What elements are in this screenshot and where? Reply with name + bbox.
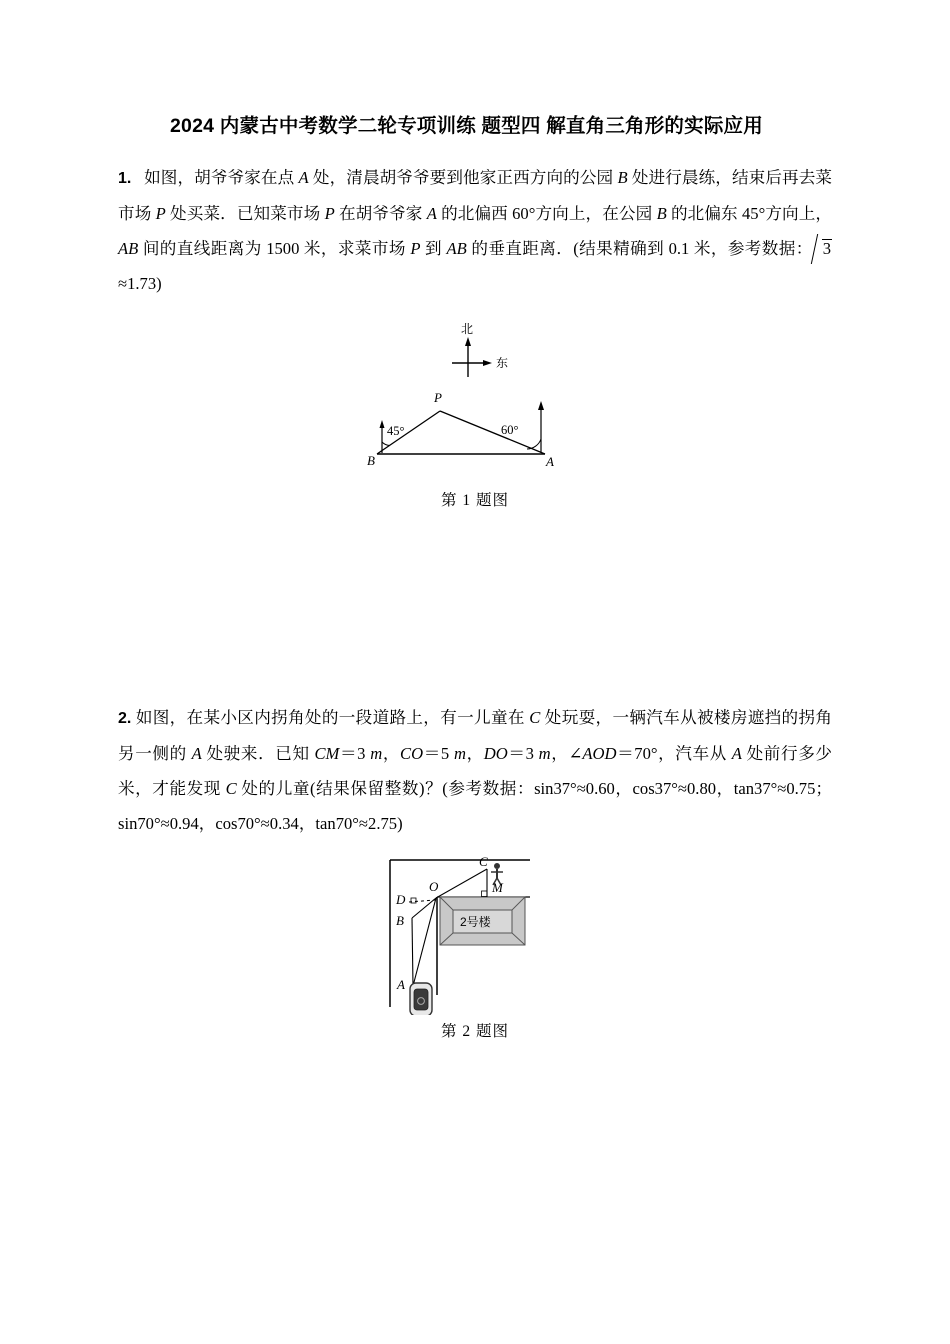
problem-2-text: [118, 708, 832, 833]
problem-1-text: [118, 168, 832, 293]
math-variable: CO: [400, 744, 424, 763]
problem-1: [118, 160, 832, 301]
problem-2: [118, 700, 832, 841]
math-variable: B: [617, 168, 628, 187]
page-title: 2024 内蒙古中考数学二轮专项训练 题型四 解直角三角形的实际应用: [170, 115, 763, 137]
text-run: 处驶来．已知: [201, 744, 315, 763]
point-label-A: A: [546, 454, 554, 469]
text-run: 处玩耍，一辆汽车从被楼房遮挡的拐角另一侧的: [118, 708, 832, 763]
math-variable: A: [731, 744, 742, 763]
point-label-P: P: [434, 390, 442, 405]
text-run: 处，清晨胡爷爷要到他家正西方向的公园: [308, 168, 618, 187]
math-variable: CM: [314, 744, 340, 763]
text-run: ，∠: [550, 744, 583, 763]
text-run: ＝5: [423, 744, 454, 763]
text-run: 如图，胡爷爷家在点: [144, 168, 299, 187]
building-label: 2号楼: [460, 915, 491, 929]
compass-north-label: 北: [461, 322, 474, 336]
text-run: ，: [382, 744, 401, 763]
math-variable: DO: [483, 744, 508, 763]
math-variable: m: [370, 744, 383, 763]
math-variable: m: [453, 744, 466, 763]
text-run: ≈1.73): [118, 274, 162, 293]
north-arrow-head-B: [380, 420, 385, 428]
compass-rose: [452, 322, 508, 377]
math-variable: P: [324, 204, 335, 223]
segment-PA: [440, 411, 545, 454]
angle-label-45: 45°: [387, 424, 405, 438]
figure-1-caption: 第 1 题图: [440, 492, 509, 509]
text-run: 的北偏西 60°方向上，在公园: [436, 204, 657, 223]
text-run: 如图，在某小区内拐角处的一段道路上，有一儿童在: [135, 708, 530, 727]
angle-label-60: 60°: [501, 423, 519, 437]
point-label-A: A: [397, 977, 405, 992]
math-variable: AB: [446, 239, 467, 258]
text-run: 的垂直距离．(结果精确到 0.1 米，参考数据：: [466, 239, 813, 258]
point-label-B: B: [396, 913, 404, 928]
sqrt-three-symbol: 3: [813, 231, 832, 266]
point-label-O: O: [429, 879, 439, 894]
north-arrow-head: [465, 337, 471, 346]
angle-arc-B: [382, 442, 390, 446]
math-variable: B: [656, 204, 667, 223]
building-2hao: [440, 897, 525, 945]
east-arrow-head: [483, 360, 492, 366]
point-label-B: B: [367, 453, 375, 468]
math-variable: AB: [118, 239, 139, 258]
text-run: 处进行晨练，结束后再去菜市场: [118, 168, 833, 223]
right-angle-mark-M: [482, 891, 488, 897]
text-run: ＝3: [507, 744, 539, 763]
point-label-C: C: [479, 855, 488, 869]
text-run: 的北偏东 45°方向上，: [666, 204, 832, 223]
point-label-M: M: [492, 880, 503, 895]
math-variable: A: [191, 744, 202, 763]
problem-1-number: 1.: [118, 170, 132, 187]
math-variable: C: [225, 779, 237, 798]
vertical-spacer: [118, 510, 832, 678]
figure-2-caption: 第 2 题图: [440, 1023, 509, 1040]
figure-2: [118, 855, 832, 1041]
math-variable: A: [298, 168, 309, 187]
problem-2-number: 2.: [118, 710, 132, 727]
text-run: 在胡爷爷家: [334, 204, 427, 223]
figure-1-drawing: [355, 319, 595, 484]
figure-2-drawing: [375, 855, 575, 1015]
math-variable: m: [538, 744, 551, 763]
text-run: 处的儿童(结果保留整数)？(参考数据：sin37°≈0.60，cos37°≈0.80，tan37°≈0.75；sin70°≈0.94，cos70°≈0.34，tan70°≈2.75): [118, 779, 832, 833]
segment-OA: [413, 898, 436, 986]
text-run: ，: [465, 744, 484, 763]
text-run: 到: [420, 239, 447, 258]
compass-east-label: 东: [496, 356, 509, 370]
triangle-BPA: [367, 390, 554, 469]
math-variable: A: [426, 204, 437, 223]
text-run: ＝3: [339, 744, 371, 763]
car-icon: [410, 983, 432, 1015]
math-variable: C: [529, 708, 541, 727]
point-label-D: D: [396, 892, 406, 907]
text-run: 处前行多少米，才能发现: [118, 744, 832, 798]
north-arrow-head-A: [538, 401, 544, 410]
math-variable: AOD: [582, 744, 617, 763]
figure-1: [118, 319, 832, 510]
segment-BA: [412, 918, 413, 986]
text-run: ＝70°，汽车从: [616, 744, 732, 763]
text-run: 间的直线距离为 1500 米，求菜市场: [138, 239, 411, 258]
math-variable: P: [155, 204, 166, 223]
text-run: 处买菜．已知菜市场: [165, 204, 325, 223]
segment-OC: [436, 869, 487, 898]
math-variable: P: [410, 239, 421, 258]
